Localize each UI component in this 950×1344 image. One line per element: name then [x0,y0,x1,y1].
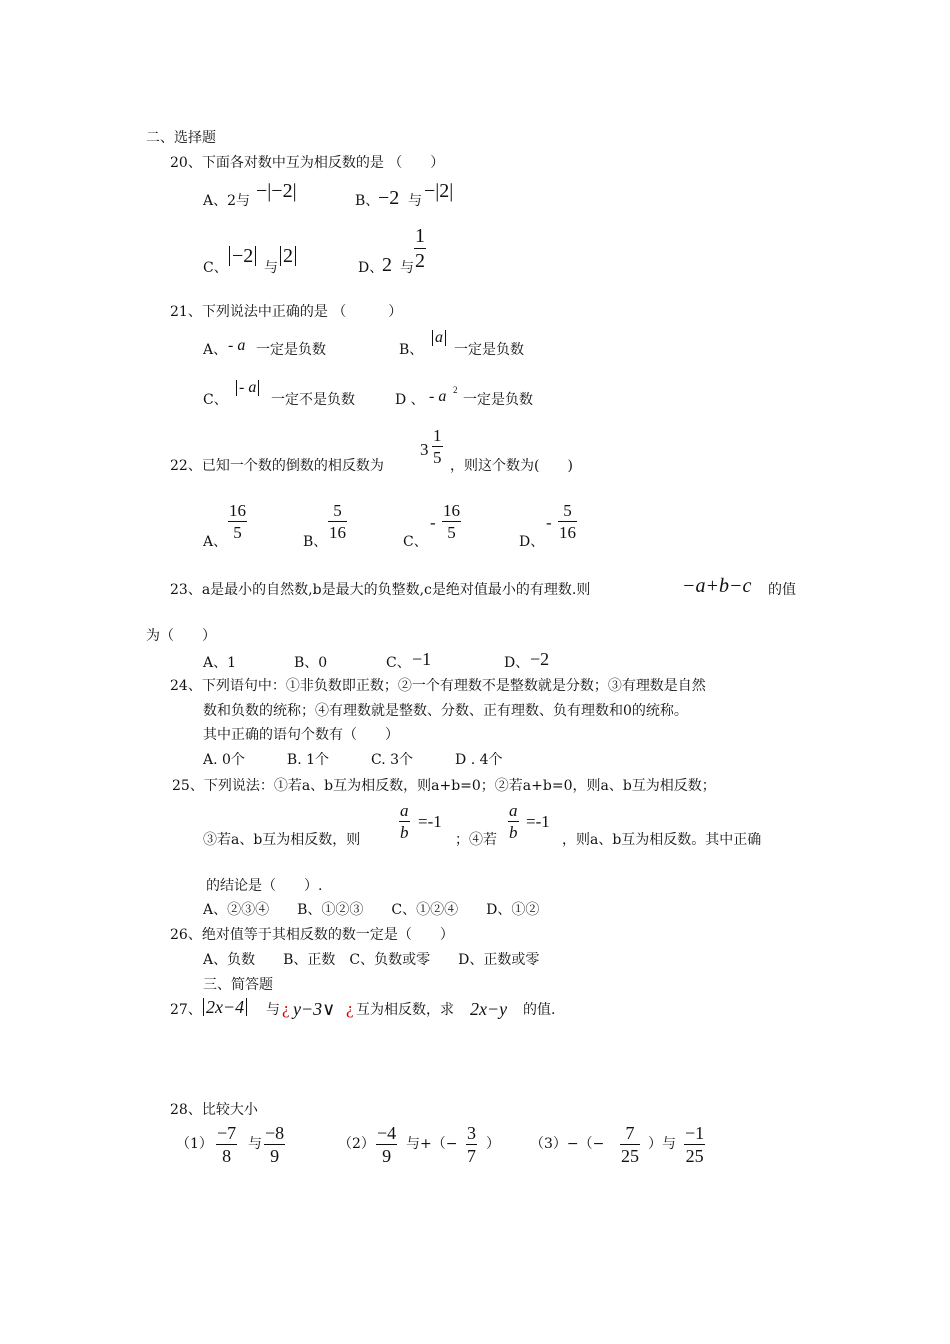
q20-option-c-math1: −2 [229,246,256,266]
q28-part1-label: （1） [176,1136,213,1152]
q25-fraction-a-over-b-1: a b [400,801,409,842]
q23-line2: 为（ ） [146,628,216,644]
q22-option-b-fraction: 5 16 [329,501,346,542]
q24-line3: 其中正确的语句个数有（ ） [203,727,399,743]
q23-expression: −a+b−c [682,575,752,597]
q21-option-b-text: 一定是负数 [454,342,524,358]
q22-option-d-fraction: 5 16 [559,501,576,542]
q22-option-a-label: A、 [203,534,228,550]
q23-option-c-label: C、 [386,655,411,671]
q20-option-c-label: C、 [203,260,228,276]
q23-option-b: B、0 [294,655,328,671]
q28-part1-fraction1: −7 8 [217,1123,237,1166]
q21-option-b-label: B、 [399,342,424,358]
q28-part2-fraction1: −4 9 [377,1123,397,1166]
q25-line2-pre: ③若a、b互为相反数，则 [203,832,361,848]
q28-part2-close: ） [486,1136,500,1152]
q28-part2-fraction2: 3 7 [467,1123,476,1166]
q23-option-d-label: D、 [504,655,530,671]
q22-option-c-label: C、 [403,534,428,550]
q21-option-c-label: C、 [203,392,228,408]
q27-mid2: 互为相反数，求 [356,1002,454,1018]
q20-option-b-math1: −2 [378,187,400,209]
q20-option-d-math1: 2 [382,254,392,276]
q28-stem: 28、比较大小 [170,1102,258,1118]
q21-option-d-text: 一定是负数 [463,392,533,408]
q21-option-b-math: a [432,330,446,346]
q22-option-b-label: B、 [303,534,328,550]
q20-option-b-math2: −|2| [424,180,454,202]
q23-tail: 的值 [768,582,796,598]
q22-option-a-fraction: 16 5 [229,501,246,542]
q21-option-d-label: D 、 [395,392,425,408]
q25-line2-mid: ；④若 [455,832,497,848]
q20-option-d-fraction: 1 2 [415,225,425,272]
q23-stem: 23、a是最小的自然数,b是最大的负整数,c是绝对值最小的有理数.则 [170,582,591,598]
q21-option-d-math: - a [429,388,447,405]
q22-mixed-whole: 3 [420,440,429,459]
q26-stem: 26、绝对值等于其相反数的数一定是（ ） [170,927,454,943]
q26-options: A、负数 B、正数 C、负数或零 D、正数或零 [203,952,540,968]
q20-option-c-math2: 2 [280,246,296,266]
q25-line3: 的结论是（ ）. [206,878,323,894]
q28-part3-fraction2: −1 25 [685,1123,705,1166]
q27-garbled-char-2: ¿ [346,999,354,1018]
q20-option-c-mid: 与 [264,260,278,276]
q22-option-d-label: D、 [519,534,545,550]
q27-garbled-char-1: ¿ [282,999,290,1018]
q23-option-c-math: −1 [412,649,432,669]
q22-stem-pre: 22、已知一个数的倒数的相反数为 [170,458,384,474]
q27-number: 27、 [170,1002,202,1018]
q21-option-a-math: - a [228,337,246,354]
q25-fraction-a-over-b-2: a b [509,801,518,842]
section-title-short-answer: 三、简答题 [203,977,273,993]
q24-line1: 24、下列语句中：①非负数即正数；②一个有理数不是整数就是分数；③有理数是自然 [170,678,706,694]
q25-equals-2: =-1 [526,812,550,831]
section-title-choice: 二、选择题 [146,130,216,146]
q28-part1-fraction2: −8 9 [265,1123,285,1166]
q28-part3-label: （3）−（− [530,1136,605,1152]
q21-stem: 21、下列说法中正确的是 （ ） [170,304,403,320]
q28-part2-label: （2） [338,1136,375,1152]
q27-y-expression: y−3∨ [293,999,336,1019]
q22-option-c-sign: - [430,513,436,532]
q21-option-c-text: 一定不是负数 [271,392,355,408]
q28-part2-mid: 与+（− [406,1136,458,1152]
q22-option-c-fraction: 16 5 [443,501,460,542]
q22-option-d-sign: - [546,513,552,532]
q25-options: A、②③④ B、①②③ C、①②④ D、①② [203,902,540,918]
q27-mid1: 与 [266,1002,280,1018]
q23-option-d-math: −2 [530,649,550,669]
q27-absolute-expression: 2x−4 [203,998,247,1016]
q24-options: A. 0个 B. 1个 C. 3个 D . 4个 [203,752,503,768]
q25-line1: 25、下列说法：①若a、b互为相反数，则a+b=0；②若a+b=0，则a、b互为相反数； [172,778,716,794]
q25-equals-1: =-1 [418,812,442,831]
q21-option-a-text: 一定是负数 [256,342,326,358]
q20-option-a-math: −|−2| [256,180,297,202]
q28-part3-mid: ）与 [648,1136,676,1152]
q27-target-expression: 2x−y [470,999,508,1019]
q21-option-d-superscript: 2 [453,385,458,395]
q23-option-a: A、1 [203,655,237,671]
q20-option-b-label: B、 [355,193,380,209]
q21-option-c-math: - a [236,380,259,396]
q22-mixed-fraction: 1 5 [433,426,442,467]
q28-part3-fraction1: 7 25 [621,1123,639,1166]
q20-option-d-mid: 与 [400,260,414,276]
q21-option-a-label: A、 [203,342,228,358]
q25-line2-post: ，则a、b互为相反数。其中正确 [562,832,762,848]
q24-line2: 数和负数的统称；④有理数就是整数、分数、正有理数、负有理数和0的统称。 [203,703,688,719]
q28-part1-mid: 与 [248,1136,262,1152]
q27-tail: 的值. [523,1002,556,1018]
q20-option-b-mid: 与 [408,193,422,209]
q22-stem-post: ，则这个数为( ) [450,458,573,474]
q20-option-a-label: A、2与 [203,193,251,209]
q20-stem: 20、下面各对数中互为相反数的是 （ ） [170,155,445,171]
q20-option-d-label: D、 [358,260,384,276]
